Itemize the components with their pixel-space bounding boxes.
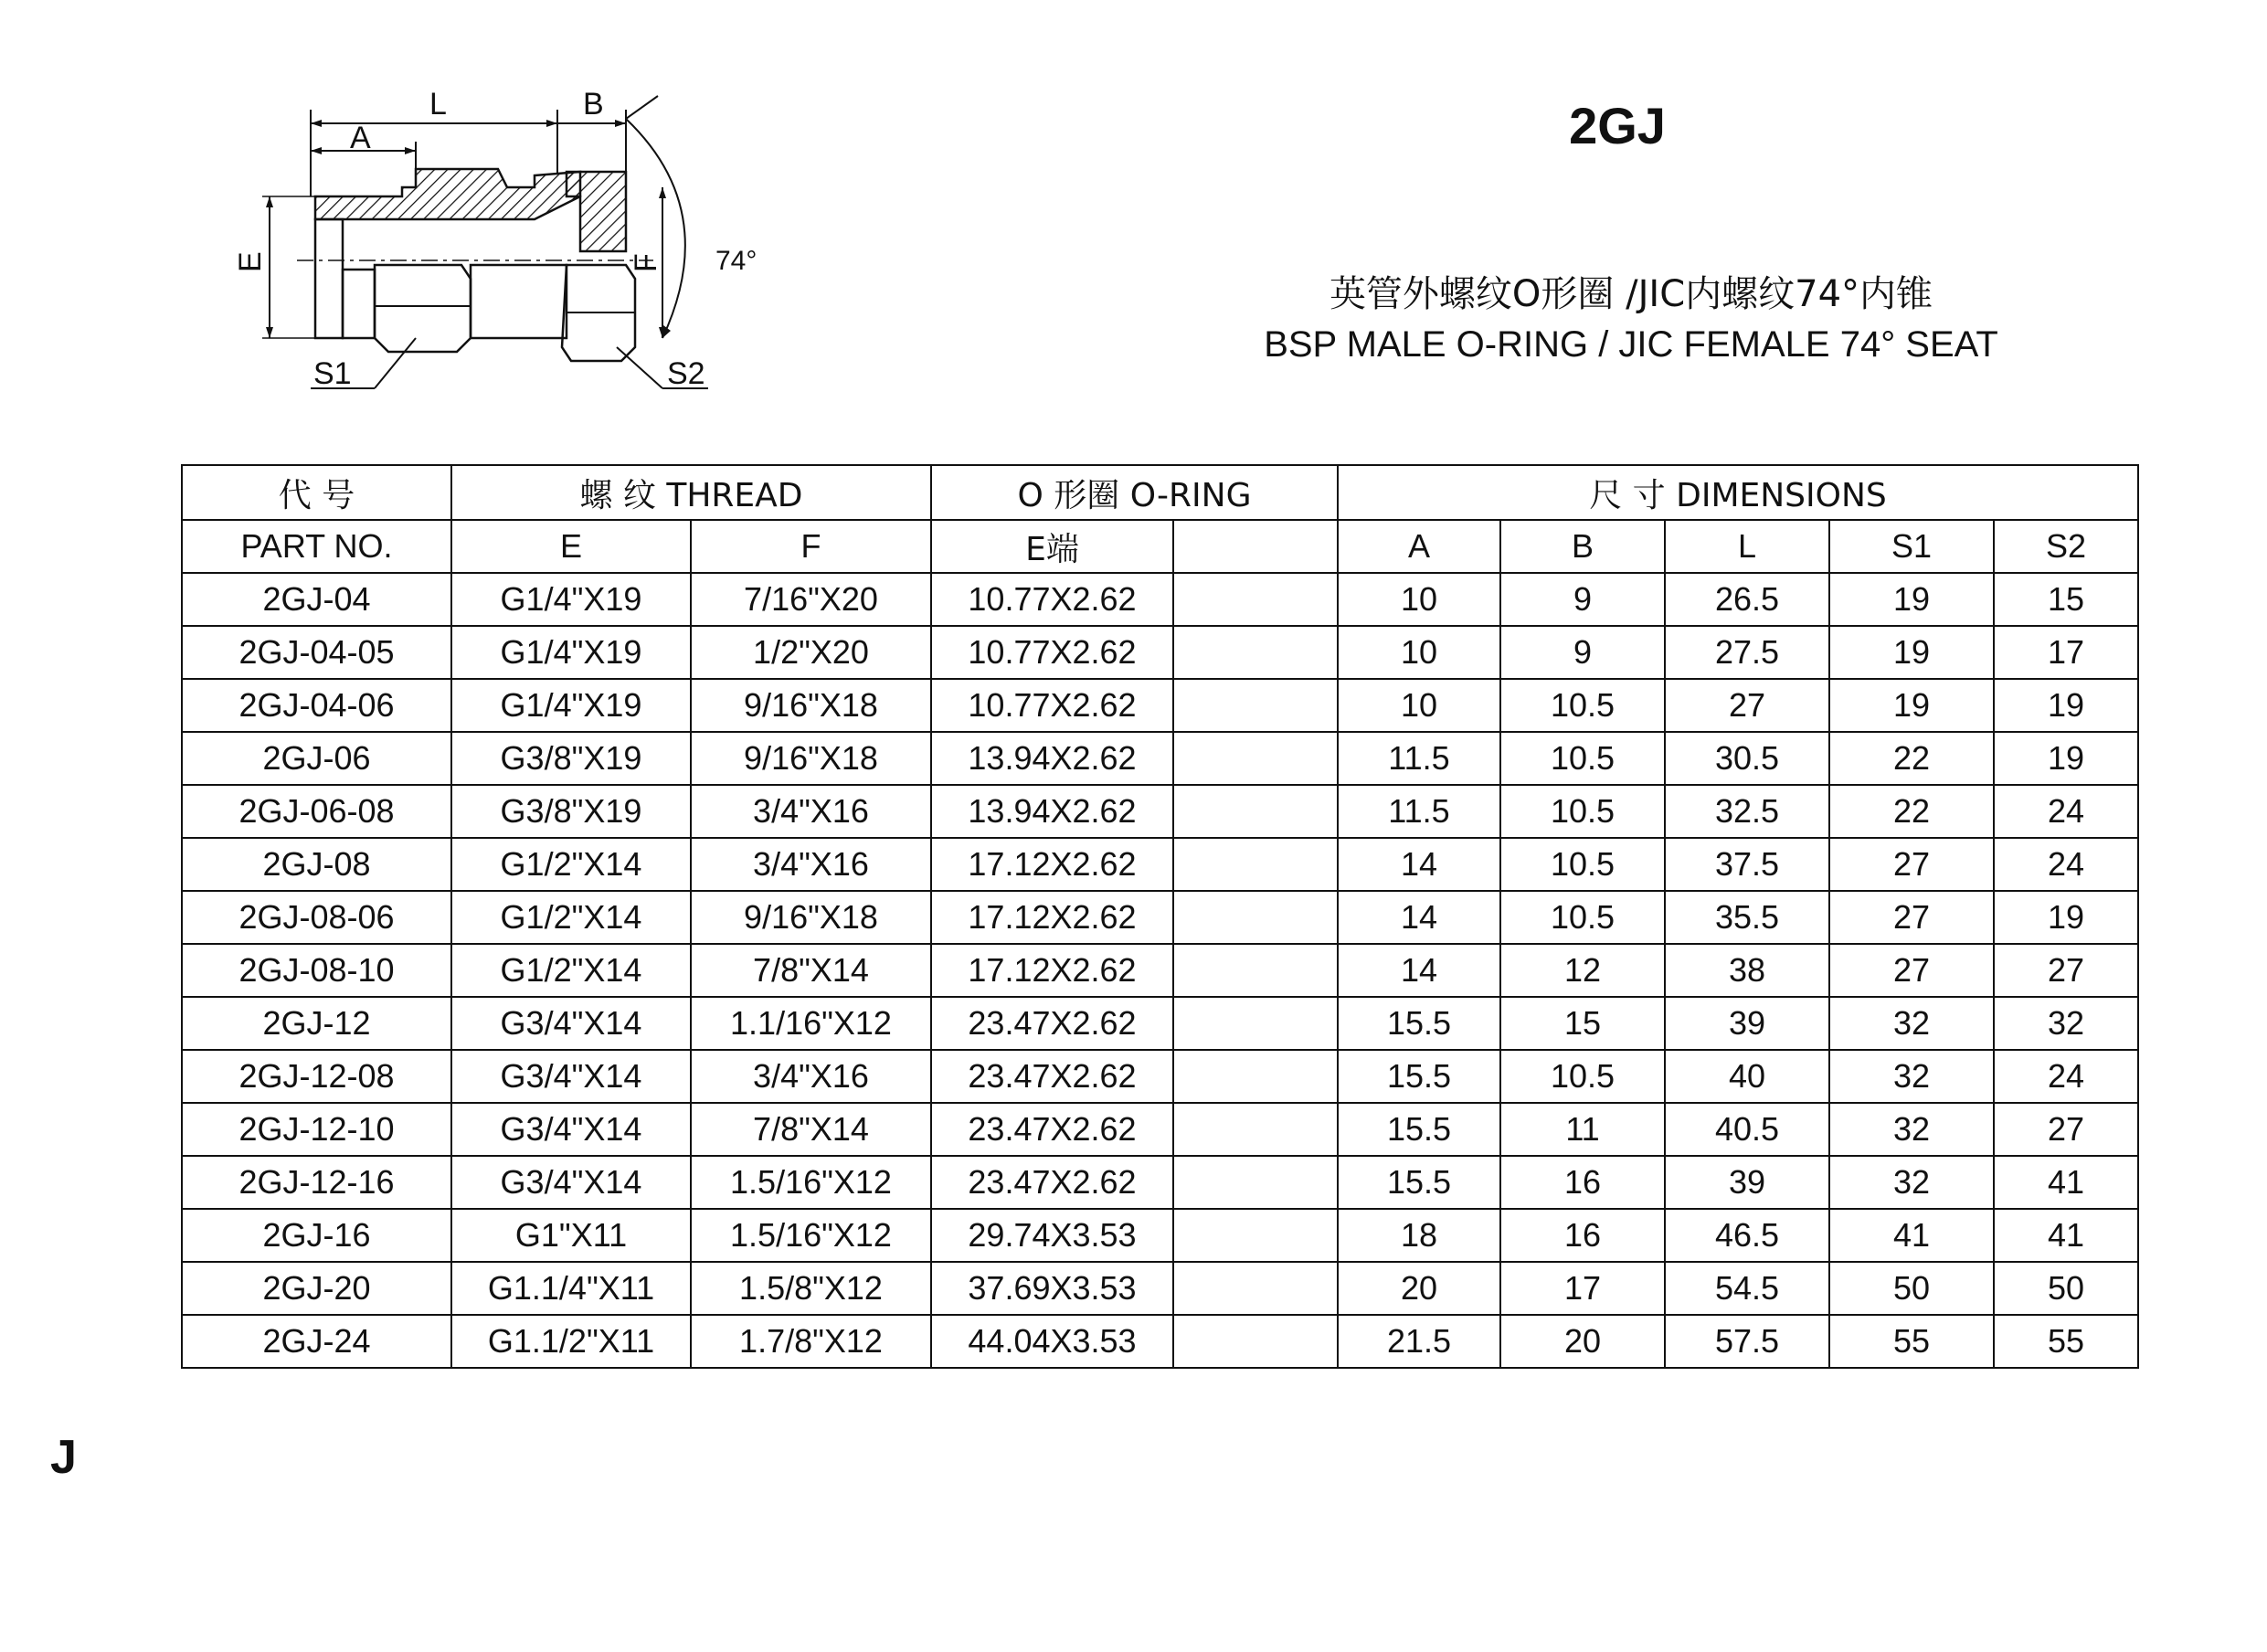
page-letter: J — [50, 1431, 77, 1484]
cell-dim-l: 32.5 — [1665, 785, 1829, 838]
cell-dim-b: 10.5 — [1500, 891, 1665, 944]
cell-thread-f: 9/16"X18 — [691, 679, 931, 732]
header-col-e-end: E端 — [931, 520, 1173, 573]
cell-thread-f: 7/8"X14 — [691, 944, 931, 997]
cell-oring: 23.47X2.62 — [931, 1103, 1173, 1156]
cell-dim-b: 16 — [1500, 1156, 1665, 1209]
cell-dim-a: 10 — [1338, 573, 1500, 626]
cell-dim-s2: 19 — [1994, 732, 2138, 785]
dim-label-a: A — [350, 121, 371, 155]
cell-blank — [1173, 573, 1338, 626]
cell-dim-s2: 19 — [1994, 891, 2138, 944]
cell-thread-e: G1/4"X19 — [451, 573, 691, 626]
cell-thread-e: G3/4"X14 — [451, 997, 691, 1050]
cell-thread-e: G3/8"X19 — [451, 785, 691, 838]
header-col-a: A — [1338, 520, 1500, 573]
cell-part-no: 2GJ-20 — [182, 1262, 451, 1315]
cell-dim-s2: 15 — [1994, 573, 2138, 626]
cell-oring: 44.04X3.53 — [931, 1315, 1173, 1368]
cell-thread-e: G1/4"X19 — [451, 626, 691, 679]
dim-label-f: F — [629, 253, 663, 272]
cell-part-no: 2GJ-12-08 — [182, 1050, 451, 1103]
cell-dim-s1: 19 — [1829, 573, 1994, 626]
table-row — [182, 626, 2138, 679]
cell-dim-s2: 41 — [1994, 1156, 2138, 1209]
table-row — [182, 944, 2138, 997]
cell-blank — [1173, 1050, 1338, 1103]
cell-thread-f: 1.7/8"X12 — [691, 1315, 931, 1368]
cell-dim-s2: 24 — [1994, 785, 2138, 838]
cell-oring: 23.47X2.62 — [931, 997, 1173, 1050]
table-row — [182, 1050, 2138, 1103]
cell-blank — [1173, 1156, 1338, 1209]
cell-thread-e: G1"X11 — [451, 1209, 691, 1262]
cell-dim-a: 10 — [1338, 626, 1500, 679]
cell-thread-f: 9/16"X18 — [691, 732, 931, 785]
cell-oring: 29.74X3.53 — [931, 1209, 1173, 1262]
cell-dim-b: 15 — [1500, 997, 1665, 1050]
cell-oring: 17.12X2.62 — [931, 891, 1173, 944]
cell-dim-l: 54.5 — [1665, 1262, 1829, 1315]
cell-dim-b: 20 — [1500, 1315, 1665, 1368]
cell-dim-s1: 55 — [1829, 1315, 1994, 1368]
cell-dim-b: 17 — [1500, 1262, 1665, 1315]
dim-label-angle: 74° — [715, 246, 757, 276]
header-col-l: L — [1665, 520, 1829, 573]
cell-dim-s2: 24 — [1994, 838, 2138, 891]
cell-thread-e: G1/2"X14 — [451, 944, 691, 997]
cell-part-no: 2GJ-08-10 — [182, 944, 451, 997]
table-row — [182, 1209, 2138, 1262]
cell-dim-a: 18 — [1338, 1209, 1500, 1262]
cell-part-no: 2GJ-04-05 — [182, 626, 451, 679]
cell-part-no: 2GJ-12 — [182, 997, 451, 1050]
table-row — [182, 732, 2138, 785]
cell-thread-e: G1.1/2"X11 — [451, 1315, 691, 1368]
cell-dim-b: 10.5 — [1500, 785, 1665, 838]
header-col-e: E — [451, 520, 691, 573]
cell-dim-s1: 32 — [1829, 1103, 1994, 1156]
cell-dim-b: 10.5 — [1500, 679, 1665, 732]
cell-dim-b: 10.5 — [1500, 1050, 1665, 1103]
cell-dim-s2: 24 — [1994, 1050, 2138, 1103]
cell-thread-e: G1/4"X19 — [451, 679, 691, 732]
cell-thread-f: 9/16"X18 — [691, 891, 931, 944]
table-row — [182, 1315, 2138, 1368]
cell-thread-f: 3/4"X16 — [691, 1050, 931, 1103]
cell-dim-l: 27 — [1665, 679, 1829, 732]
dim-label-e: E — [233, 251, 268, 272]
cell-dim-s1: 22 — [1829, 785, 1994, 838]
table-row — [182, 679, 2138, 732]
cell-dim-s2: 17 — [1994, 626, 2138, 679]
cell-part-no: 2GJ-06-08 — [182, 785, 451, 838]
cell-dim-s2: 41 — [1994, 1209, 2138, 1262]
model-code: 2GJ — [1569, 97, 1666, 154]
cell-oring: 10.77X2.62 — [931, 679, 1173, 732]
cell-dim-l: 37.5 — [1665, 838, 1829, 891]
cell-thread-f: 1.5/16"X12 — [691, 1209, 931, 1262]
cell-dim-b: 10.5 — [1500, 838, 1665, 891]
header-part-no: PART NO. — [182, 520, 451, 573]
table-row — [182, 785, 2138, 838]
cell-dim-s1: 27 — [1829, 838, 1994, 891]
cell-dim-l: 26.5 — [1665, 573, 1829, 626]
cell-dim-b: 9 — [1500, 573, 1665, 626]
cell-dim-s1: 32 — [1829, 997, 1994, 1050]
cell-dim-s1: 27 — [1829, 891, 1994, 944]
cell-thread-e: G3/4"X14 — [451, 1156, 691, 1209]
cell-thread-f: 1.5/8"X12 — [691, 1262, 931, 1315]
cell-thread-e: G1/2"X14 — [451, 891, 691, 944]
header-col-s2: S2 — [1994, 520, 2138, 573]
cell-dim-s2: 19 — [1994, 679, 2138, 732]
cell-dim-a: 11.5 — [1338, 732, 1500, 785]
cell-dim-b: 12 — [1500, 944, 1665, 997]
cell-blank — [1173, 626, 1338, 679]
cell-dim-l: 30.5 — [1665, 732, 1829, 785]
table-row — [182, 838, 2138, 891]
cell-dim-s2: 32 — [1994, 997, 2138, 1050]
cell-blank — [1173, 1315, 1338, 1368]
cell-thread-e: G1/2"X14 — [451, 838, 691, 891]
cell-thread-f: 7/16"X20 — [691, 573, 931, 626]
spec-table-body — [182, 573, 2138, 1368]
cell-oring: 13.94X2.62 — [931, 732, 1173, 785]
cell-dim-a: 14 — [1338, 838, 1500, 891]
cell-dim-l: 40.5 — [1665, 1103, 1829, 1156]
cell-dim-l: 46.5 — [1665, 1209, 1829, 1262]
cell-thread-e: G3/4"X14 — [451, 1103, 691, 1156]
cell-thread-f: 1.1/16"X12 — [691, 997, 931, 1050]
dim-label-s1: S1 — [313, 356, 352, 391]
cell-oring: 23.47X2.62 — [931, 1156, 1173, 1209]
cell-dim-s1: 19 — [1829, 679, 1994, 732]
spec-table — [181, 464, 2139, 1369]
cell-dim-a: 20 — [1338, 1262, 1500, 1315]
cell-blank — [1173, 785, 1338, 838]
cell-thread-f: 3/4"X16 — [691, 785, 931, 838]
header-thread: 螺 纹 THREAD — [451, 465, 931, 520]
cell-oring: 10.77X2.62 — [931, 573, 1173, 626]
cell-dim-a: 10 — [1338, 679, 1500, 732]
cell-dim-a: 15.5 — [1338, 997, 1500, 1050]
cell-blank — [1173, 1103, 1338, 1156]
cell-oring: 17.12X2.62 — [931, 944, 1173, 997]
table-row — [182, 1103, 2138, 1156]
cell-dim-s2: 55 — [1994, 1315, 2138, 1368]
cell-dim-s1: 41 — [1829, 1209, 1994, 1262]
cell-part-no: 2GJ-04-06 — [182, 679, 451, 732]
cell-dim-l: 35.5 — [1665, 891, 1829, 944]
cell-dim-a: 14 — [1338, 944, 1500, 997]
fitting-drawing — [233, 73, 800, 420]
cell-blank — [1173, 838, 1338, 891]
cell-dim-s1: 32 — [1829, 1156, 1994, 1209]
dim-label-s2: S2 — [667, 356, 705, 391]
cell-dim-a: 11.5 — [1338, 785, 1500, 838]
header-row-1 — [182, 465, 2138, 520]
cell-oring: 17.12X2.62 — [931, 838, 1173, 891]
cell-blank — [1173, 944, 1338, 997]
cell-oring: 13.94X2.62 — [931, 785, 1173, 838]
cell-blank — [1173, 997, 1338, 1050]
title-english: BSP MALE O-RING / JIC FEMALE 74° SEAT — [1264, 324, 1998, 365]
cell-dim-s2: 50 — [1994, 1262, 2138, 1315]
cell-thread-e: G3/8"X19 — [451, 732, 691, 785]
dim-label-b: B — [583, 87, 604, 122]
cell-part-no: 2GJ-04 — [182, 573, 451, 626]
cell-part-no: 2GJ-12-16 — [182, 1156, 451, 1209]
cell-part-no: 2GJ-24 — [182, 1315, 451, 1368]
cell-dim-b: 16 — [1500, 1209, 1665, 1262]
header-part-cn: 代 号 — [182, 465, 451, 520]
fitting-diagram — [233, 73, 800, 420]
cell-blank — [1173, 732, 1338, 785]
header-oring: O 形圈 O-RING — [931, 465, 1338, 520]
cell-dim-s1: 32 — [1829, 1050, 1994, 1103]
table-row — [182, 1262, 2138, 1315]
header-col-b: B — [1500, 520, 1665, 573]
cell-thread-f: 3/4"X16 — [691, 838, 931, 891]
cell-thread-f: 1.5/16"X12 — [691, 1156, 931, 1209]
table-row — [182, 573, 2138, 626]
cell-dim-a: 15.5 — [1338, 1103, 1500, 1156]
cell-blank — [1173, 679, 1338, 732]
cell-oring: 10.77X2.62 — [931, 626, 1173, 679]
cell-dim-s2: 27 — [1994, 1103, 2138, 1156]
header-col-blank — [1173, 520, 1338, 573]
cell-dim-a: 14 — [1338, 891, 1500, 944]
table-row — [182, 1156, 2138, 1209]
cell-part-no: 2GJ-12-10 — [182, 1103, 451, 1156]
cell-blank — [1173, 1209, 1338, 1262]
cell-dim-b: 11 — [1500, 1103, 1665, 1156]
cell-dim-b: 9 — [1500, 626, 1665, 679]
cell-oring: 23.47X2.62 — [931, 1050, 1173, 1103]
table-row — [182, 891, 2138, 944]
cell-part-no: 2GJ-16 — [182, 1209, 451, 1262]
header-dimensions: 尺 寸 DIMENSIONS — [1338, 465, 2138, 520]
cell-dim-s1: 27 — [1829, 944, 1994, 997]
cell-dim-b: 10.5 — [1500, 732, 1665, 785]
cell-thread-e: G3/4"X14 — [451, 1050, 691, 1103]
cell-dim-l: 39 — [1665, 997, 1829, 1050]
table-row — [182, 997, 2138, 1050]
cell-part-no: 2GJ-06 — [182, 732, 451, 785]
cell-dim-l: 27.5 — [1665, 626, 1829, 679]
header-col-s1: S1 — [1829, 520, 1994, 573]
cell-dim-s1: 19 — [1829, 626, 1994, 679]
dim-label-l: L — [429, 87, 447, 122]
header-row-2 — [182, 520, 2138, 573]
cell-part-no: 2GJ-08 — [182, 838, 451, 891]
cell-dim-l: 38 — [1665, 944, 1829, 997]
cell-dim-s1: 50 — [1829, 1262, 1994, 1315]
cell-dim-s1: 22 — [1829, 732, 1994, 785]
cell-thread-e: G1.1/4"X11 — [451, 1262, 691, 1315]
cell-dim-a: 15.5 — [1338, 1050, 1500, 1103]
cell-oring: 37.69X3.53 — [931, 1262, 1173, 1315]
cell-dim-s2: 27 — [1994, 944, 2138, 997]
title-chinese: 英管外螺纹O形圈 /JIC内螺纹74°内锥 — [1329, 273, 1933, 315]
cell-dim-a: 21.5 — [1338, 1315, 1500, 1368]
cell-part-no: 2GJ-08-06 — [182, 891, 451, 944]
cell-dim-l: 39 — [1665, 1156, 1829, 1209]
cell-blank — [1173, 1262, 1338, 1315]
cell-dim-l: 57.5 — [1665, 1315, 1829, 1368]
cell-blank — [1173, 891, 1338, 944]
cell-thread-f: 7/8"X14 — [691, 1103, 931, 1156]
header-col-f: F — [691, 520, 931, 573]
cell-thread-f: 1/2"X20 — [691, 626, 931, 679]
cell-dim-a: 15.5 — [1338, 1156, 1500, 1209]
cell-dim-l: 40 — [1665, 1050, 1829, 1103]
